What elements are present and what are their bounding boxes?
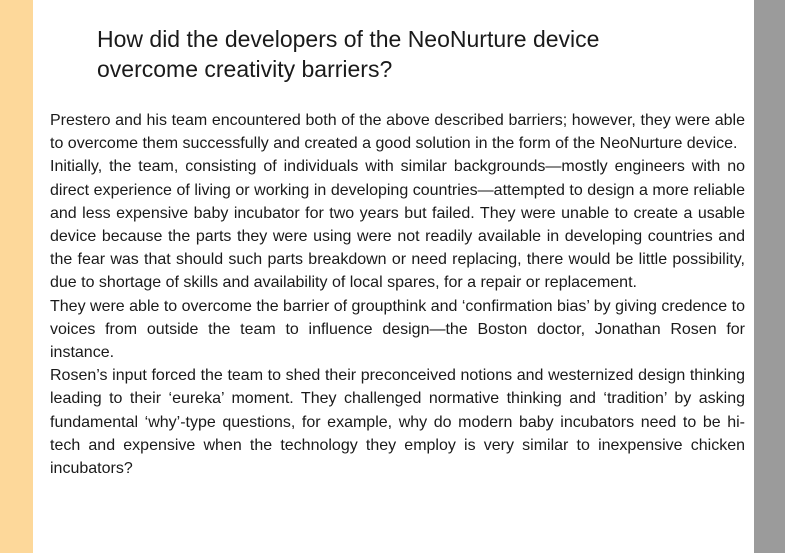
left-accent-band	[0, 0, 33, 553]
paragraph-intro: Prestero and his team encountered both of the above described barriers; however, they were able to overcome them successfully and created a good solution in the form of the NeoNurture device.	[50, 112, 745, 153]
slide-title-line-1: How did the developers of the NeoNurture device	[97, 26, 600, 52]
slide-title	[97, 24, 697, 84]
slide-content	[33, 0, 754, 553]
slide-title-line-2: overcome creativity barriers?	[97, 56, 393, 82]
paragraph-initial-attempt: Initially, the team, consisting of individuals with similar backgrounds—mostly engineers with no direct experience of living or working in developing countries—attempted to design a more reliable and less expensive baby incubator for two years but failed. They were unable to create a usable device because the parts they were using were not readily available in developing countries and the fear was that should such parts breakdown or need replacing, there would be little possibility, due to shortage of skills and availability of local spares, for a repair or replacement.	[50, 158, 745, 292]
slide-body	[50, 109, 745, 480]
paragraph-groupthink: They were able to overcome the barrier of groupthink and ‘confirmation bias’ by giving credence to voices from outside the team to influence design—the Boston doctor, Jonathan Rosen for instance.	[50, 297, 745, 362]
right-scroll-band	[754, 0, 785, 553]
paragraph-rosen-input: Rosen’s input forced the team to shed their preconceived notions and westernized design thinking leading to their ‘eureka’ moment. They challenged normative thinking and ‘tradition’ by asking fundamental ‘why’-type questions, for example, why do modern baby incubators need to be hi-tech and expensive when the technology they employ is very similar to inexpensive chicken incubators?	[50, 367, 745, 478]
